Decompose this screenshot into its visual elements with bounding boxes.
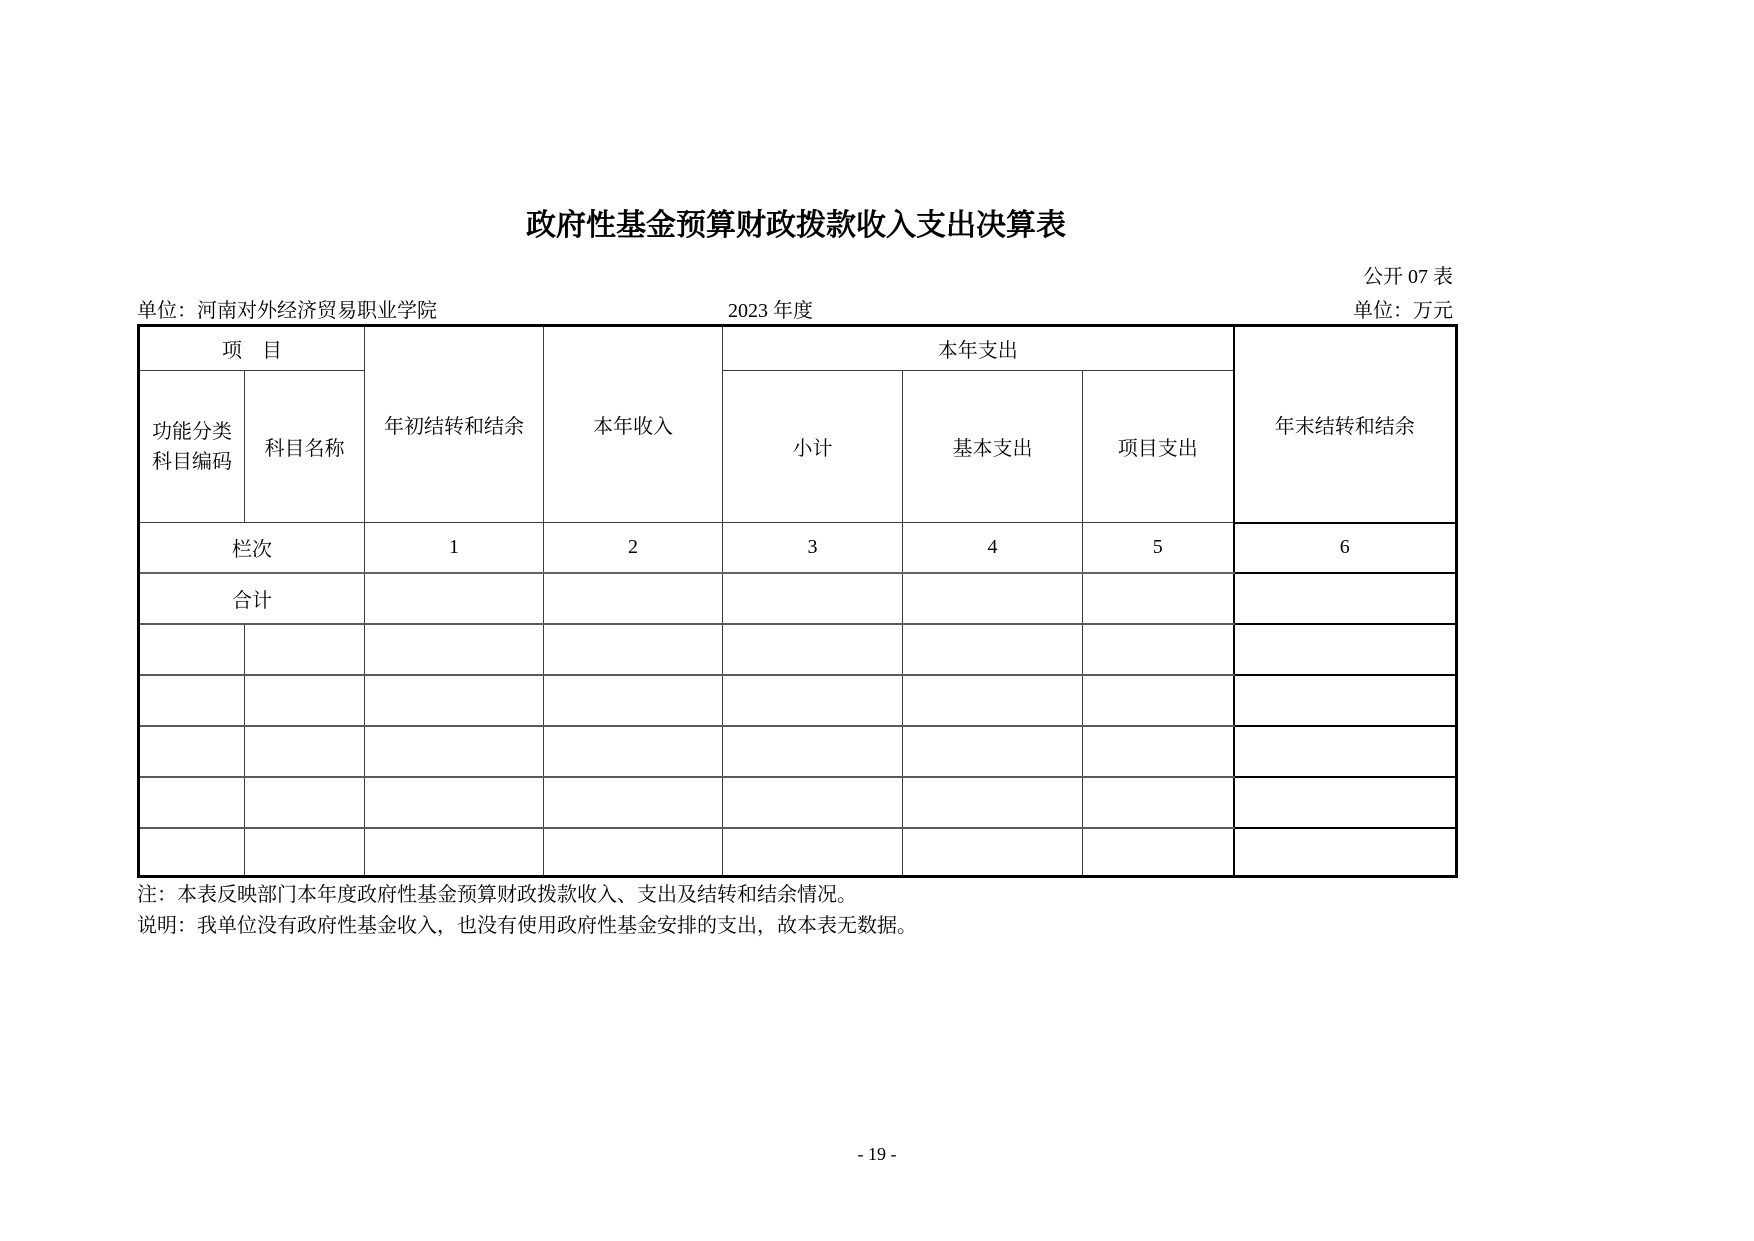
empty-cell	[245, 777, 365, 828]
note-1: 注：本表反映部门本年度政府性基金预算财政拨款收入、支出及结转和结余情况。	[137, 884, 857, 906]
empty-cell	[365, 828, 544, 877]
empty-cell	[903, 624, 1083, 675]
empty-cell	[1083, 624, 1234, 675]
empty-cell	[245, 624, 365, 675]
header-function-code-line2: 科目编码	[152, 450, 232, 473]
total-row	[139, 573, 1457, 624]
empty-cell	[544, 675, 723, 726]
fiscal-year-label: 2023 年度	[728, 300, 813, 322]
empty-cell	[1083, 777, 1234, 828]
empty-cell	[365, 624, 544, 675]
empty-cell	[365, 777, 544, 828]
empty-cell	[365, 675, 544, 726]
header-subject-name: 科目名称	[245, 371, 365, 523]
empty-cell	[544, 828, 723, 877]
empty-cell	[1234, 726, 1457, 777]
empty-rows-section	[139, 624, 1457, 877]
empty-cell	[903, 726, 1083, 777]
empty-cell	[1234, 828, 1457, 877]
empty-cell	[544, 624, 723, 675]
table-row	[139, 828, 1457, 877]
page-number: - 19 -	[857, 1144, 897, 1164]
empty-cell	[1083, 675, 1234, 726]
index-row-label: 栏次	[139, 523, 365, 573]
total-row-label: 合计	[139, 573, 365, 624]
header-function-code	[139, 371, 245, 523]
note-2: 说明：我单位没有政府性基金收入，也没有使用政府性基金安排的支出，故本表无数据。	[137, 915, 917, 937]
empty-cell	[723, 828, 903, 877]
empty-cell	[1234, 777, 1457, 828]
header-function-code-line1: 功能分类	[152, 420, 232, 443]
empty-cell	[544, 777, 723, 828]
notes-block	[137, 880, 917, 942]
empty-cell	[139, 777, 245, 828]
table-row	[139, 624, 1457, 675]
header-current-income: 本年收入	[544, 326, 723, 523]
total-value-cell	[723, 573, 903, 624]
column-index-row	[139, 523, 1457, 573]
header-basic-expenditure: 基本支出	[903, 371, 1083, 523]
empty-cell	[139, 828, 245, 877]
empty-cell	[1083, 726, 1234, 777]
table-code-label: 公开 07 表	[1363, 266, 1453, 288]
index-cell: 5	[1083, 523, 1234, 573]
empty-cell	[723, 777, 903, 828]
total-value-cell	[1083, 573, 1234, 624]
budget-table	[137, 324, 1458, 878]
header-row-1	[139, 326, 1457, 371]
header-current-expenditure-group: 本年支出	[723, 326, 1234, 371]
empty-cell	[139, 624, 245, 675]
empty-cell	[245, 726, 365, 777]
index-cell: 3	[723, 523, 903, 573]
table-row	[139, 777, 1457, 828]
empty-cell	[365, 726, 544, 777]
unit-of-measure-label: 单位：万元	[1353, 300, 1453, 322]
header-opening-balance: 年初结转和结余	[365, 326, 544, 523]
empty-cell	[139, 675, 245, 726]
empty-cell	[723, 624, 903, 675]
empty-cell	[903, 828, 1083, 877]
meta-row	[137, 294, 1455, 320]
empty-cell	[245, 828, 365, 877]
table-row	[139, 675, 1457, 726]
empty-cell	[903, 777, 1083, 828]
total-value-cell	[365, 573, 544, 624]
empty-cell	[544, 726, 723, 777]
unit-name-label: 单位：河南对外经济贸易职业学院	[137, 300, 437, 322]
header-item-group: 项 目	[139, 326, 365, 371]
empty-cell	[723, 726, 903, 777]
index-cell: 2	[544, 523, 723, 573]
empty-cell	[1083, 828, 1234, 877]
table-row	[139, 726, 1457, 777]
total-value-cell	[1234, 573, 1457, 624]
index-cell: 6	[1234, 523, 1457, 573]
document-sheet	[137, 0, 1455, 1241]
empty-cell	[723, 675, 903, 726]
empty-cell	[1234, 675, 1457, 726]
total-value-cell	[544, 573, 723, 624]
header-project-expenditure: 项目支出	[1083, 371, 1234, 523]
empty-cell	[245, 675, 365, 726]
empty-cell	[1234, 624, 1457, 675]
empty-cell	[139, 726, 245, 777]
page-title: 政府性基金预算财政拨款收入支出决算表	[526, 209, 1066, 242]
empty-cell	[903, 675, 1083, 726]
index-cell: 4	[903, 523, 1083, 573]
total-value-cell	[903, 573, 1083, 624]
index-cell: 1	[365, 523, 544, 573]
header-subtotal: 小计	[723, 371, 903, 523]
header-closing-balance: 年末结转和结余	[1234, 326, 1457, 523]
